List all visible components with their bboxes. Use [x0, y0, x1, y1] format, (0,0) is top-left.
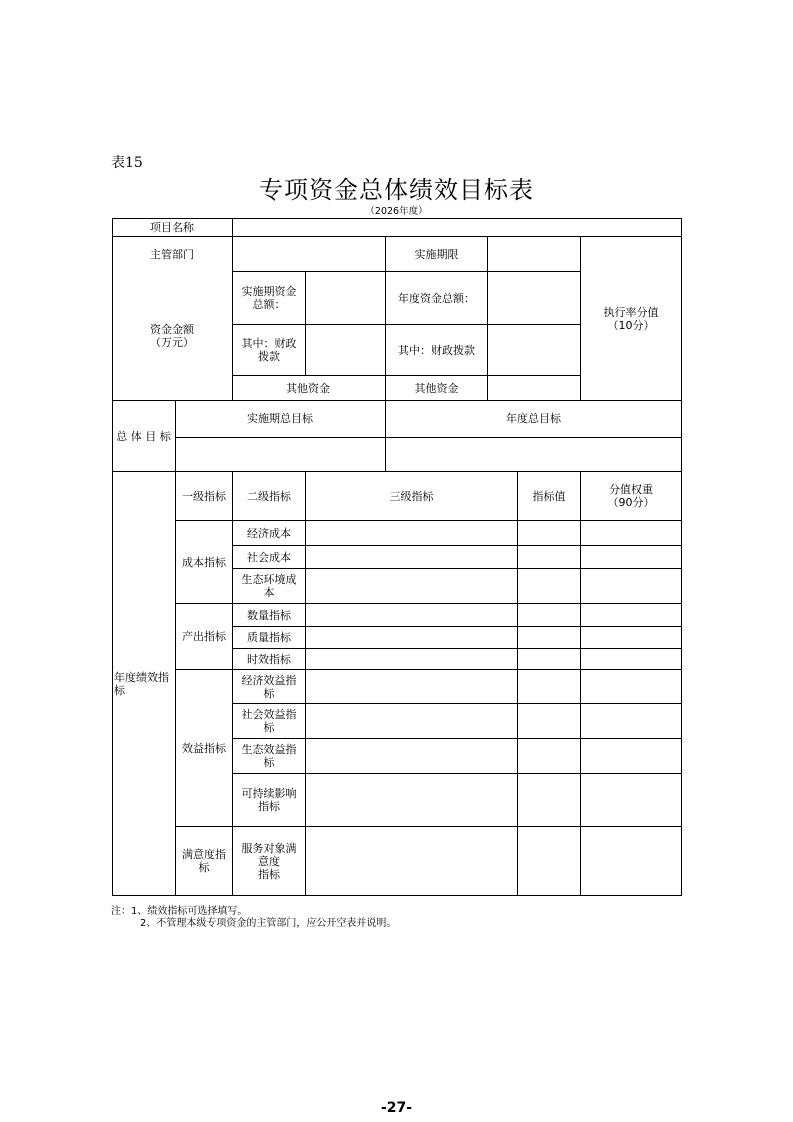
weight-field[interactable] — [581, 546, 681, 568]
level3-field[interactable] — [306, 546, 517, 568]
period-other-label: 其他资金 — [286, 381, 330, 395]
header-weight: 分值权重 （90分） — [607, 483, 655, 509]
weight-field[interactable] — [581, 774, 681, 826]
level2-indicator: 生态环境成 本 — [241, 573, 297, 599]
weight-field[interactable] — [581, 604, 681, 626]
annual-other-field[interactable] — [488, 377, 579, 399]
weight-field[interactable] — [581, 521, 681, 545]
level2-indicator: 社会成本 — [247, 550, 291, 564]
table-rule — [681, 218, 682, 896]
level1-indicator: 效益指标 — [182, 741, 226, 755]
execution-rate-label: 执行率分值 （10分） — [603, 305, 659, 332]
header-level1: 一级指标 — [182, 489, 226, 503]
indicators-section-label: 年度绩效指 标 — [114, 670, 169, 697]
note-line-1: 注：1、绩效指标可选择填写。 — [111, 906, 248, 917]
header-value: 指标值 — [532, 489, 566, 503]
indicator-value-field[interactable] — [518, 827, 580, 895]
weight-field[interactable] — [581, 704, 681, 738]
period-goal-label: 实施期总目标 — [247, 412, 313, 425]
weight-field[interactable] — [581, 649, 681, 669]
level3-field[interactable] — [306, 739, 517, 773]
indicator-value-field[interactable] — [518, 649, 580, 669]
indicator-value-field[interactable] — [518, 521, 580, 545]
indicator-value-field[interactable] — [518, 670, 580, 703]
indicator-value-field[interactable] — [518, 704, 580, 738]
indicator-value-field[interactable] — [518, 627, 580, 648]
project-name-label: 项目名称 — [150, 221, 194, 234]
annual-funds-label: 年度资金总额： — [398, 291, 475, 305]
header-level3: 三级指标 — [389, 489, 434, 503]
level3-field[interactable] — [306, 670, 517, 703]
level3-field[interactable] — [306, 604, 517, 626]
level3-field[interactable] — [306, 827, 517, 895]
table-rule — [112, 895, 682, 896]
weight-field[interactable] — [581, 827, 681, 895]
period-field[interactable] — [488, 238, 579, 270]
indicator-value-field[interactable] — [518, 604, 580, 626]
indicator-value-field[interactable] — [518, 569, 580, 603]
level3-field[interactable] — [306, 704, 517, 738]
weight-field[interactable] — [581, 739, 681, 773]
indicator-value-field[interactable] — [518, 739, 580, 773]
project-name-field[interactable] — [233, 220, 680, 235]
annual-fiscal-label: 其中：财政拨款 — [398, 343, 475, 357]
annual-goal-label: 年度总目标 — [506, 412, 561, 425]
overall-goal-label: 总 体 目 标 — [116, 429, 171, 443]
indicator-value-field[interactable] — [518, 774, 580, 826]
level3-field[interactable] — [306, 649, 517, 669]
level2-indicator: 数量指标 — [247, 608, 291, 622]
header-level2: 二级指标 — [247, 489, 291, 503]
table-number: 表15 — [111, 155, 143, 171]
period-label: 实施期限 — [414, 247, 459, 261]
level2-indicator: 质量指标 — [247, 631, 291, 644]
weight-field[interactable] — [581, 569, 681, 603]
department-label: 主管部门 — [150, 247, 194, 261]
period-goal-field[interactable] — [176, 438, 384, 471]
level1-indicator: 满意度指 标 — [182, 848, 226, 874]
weight-field[interactable] — [581, 627, 681, 648]
annual-goal-field[interactable] — [386, 438, 681, 471]
level2-indicator: 服务对象满 意度 指标 — [241, 841, 297, 881]
level1-indicator: 成本指标 — [182, 555, 226, 569]
level2-indicator: 社会效益指 标 — [241, 708, 297, 734]
page-number: -27- — [380, 1100, 413, 1116]
note-line-2: 2、不管理本级专项资金的主管部门，应公开空表并说明。 — [140, 918, 397, 929]
level3-field[interactable] — [306, 627, 517, 648]
annual-other-label: 其他资金 — [414, 381, 459, 395]
period-funds-field[interactable] — [306, 273, 384, 323]
indicator-value-field[interactable] — [518, 546, 580, 568]
annual-fiscal-field[interactable] — [488, 326, 579, 374]
period-fiscal-label: 其中：财政 拨款 — [241, 337, 297, 363]
level2-indicator: 可持续影响 指标 — [241, 787, 297, 813]
funds-label: 资金金额 （万元） — [150, 323, 194, 349]
level2-indicator: 经济效益指 标 — [241, 673, 297, 700]
level1-indicator: 产出指标 — [182, 630, 226, 643]
annual-funds-field[interactable] — [488, 273, 579, 323]
period-funds-label: 实施期资金 总额： — [241, 285, 297, 311]
level3-field[interactable] — [306, 774, 517, 826]
level3-field[interactable] — [306, 569, 517, 603]
weight-field[interactable] — [581, 670, 681, 703]
page-title: 专项资金总体绩效目标表 — [259, 176, 534, 204]
level2-indicator: 经济成本 — [247, 526, 291, 540]
period-fiscal-field[interactable] — [306, 326, 384, 374]
level2-indicator: 时效指标 — [247, 652, 291, 666]
year-subtitle: （2026年度） — [365, 206, 428, 217]
level3-field[interactable] — [306, 521, 517, 545]
department-field[interactable] — [233, 238, 383, 270]
level2-indicator: 生态效益指 标 — [241, 743, 297, 769]
